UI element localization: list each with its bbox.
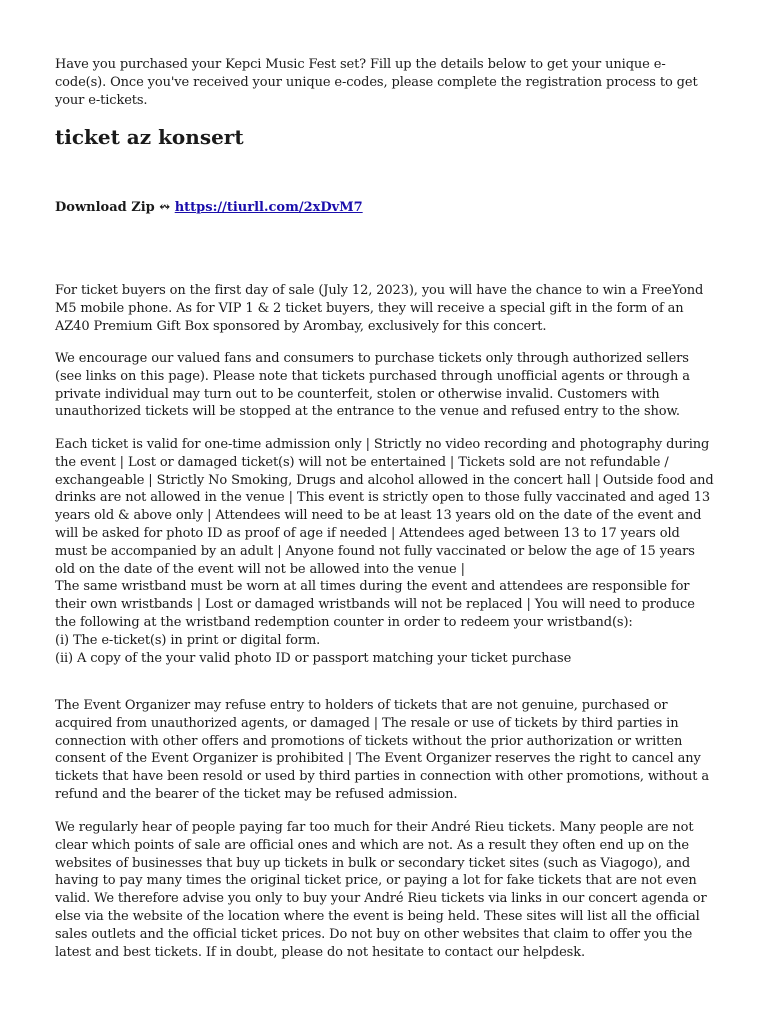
ticket-rules-block xyxy=(55,436,715,667)
download-link[interactable]: https://tiurll.com/2xDvM7 xyxy=(174,200,363,215)
wristband-paragraph: The same wristband must be worn at all times during the event and attendees are responsible for their own wristbands | Lost or damaged wristbands will not be replaced | You will need to produce the following at the wristband redemption counter in order to redeem your wristband(s): xyxy=(55,579,695,630)
requirement-item: (ii) A copy of the your valid photo ID or passport matching your ticket purchase xyxy=(55,650,572,666)
authorized-sellers-paragraph: We encourage our valued fans and consumers to purchase tickets only through authorized sellers (see links on this page). Please note that tickets purchased through unofficial agents or through a private individual may turn out to be counterfeit, stolen or otherwise invalid. Customers with unauthorized tickets will be stopped at the entrance to the venue and refused entry to the show. xyxy=(55,351,690,420)
ticket-rules-paragraph: Each ticket is valid for one-time admission only | Strictly no video recording and photography during the event | Lost or damaged ticket(s) will not be entertained | Tickets sold are not refundable / exchangeable | Strictly No Smoking, Drugs and alcohol allowed in the concert hall | Outside food and drinks are not allowed in the venue | This event is strictly open to those fully vaccinated and aged 13 years old & above only | Attendees will need to be at least 13 years old on the date of the event and will be asked for photo ID as proof of age if needed | Attendees aged between 13 to 17 years old must be accompanied by an adult | Anyone found not fully vaccinated or below the age of 15 years old on the date of the event will not be allowed into the venue | xyxy=(55,437,714,577)
download-line xyxy=(55,199,363,217)
download-label: Download Zip ↭ xyxy=(55,200,175,215)
requirement-item: (i) The e-ticket(s) in print or digital form. xyxy=(55,632,321,648)
page-title: ticket az konsert xyxy=(55,125,244,149)
sale-paragraph: For ticket buyers on the first day of sale (July 12, 2023), you will have the chance to win a FreeYond M5 mobile phone. As for VIP 1 & 2 ticket buyers, they will receive a special gift in the form of an AZ40 Premium Gift Box sponsored by Arombay, exclusively for this concert. xyxy=(55,283,704,334)
organizer-paragraph: The Event Organizer may refuse entry to holders of tickets that are not genuine, purchased or acquired from unauthorized agents, or damaged | The resale or use of tickets by third parties in connection with other offers and promotions of tickets without the prior authorization or written consent of the Event Organizer is prohibited | The Event Organizer reserves the right to cancel any tickets that have been resold or used by third parties in connection with other promotions, without a refund and the bearer of the ticket may be refused admission. xyxy=(55,698,710,802)
rieu-tickets-paragraph: We regularly hear of people paying far too much for their André Rieu tickets. Many people are not clear which points of sale are official ones and which are not. As a result they often end up on the websites of businesses that buy up tickets in bulk or secondary ticket sites (such as Viagogo), and having to pay many times the original ticket price, or paying a lot for fake tickets that are not even valid. We therefore advise you only to buy your André Rieu tickets via links in our concert agenda or else via the website of the location where the event is being held. These sites will list all the official sales outlets and the official ticket prices. Do not buy on other websites that claim to offer you the latest and best tickets. If in doubt, please do not hesitate to contact our helpdesk. xyxy=(55,820,707,960)
intro-paragraph: Have you purchased your Kepci Music Fest set? Fill up the details below to get your unique e-code(s). Once you've received your unique e-codes, please complete the registration process to get your e-tickets. xyxy=(55,57,698,108)
